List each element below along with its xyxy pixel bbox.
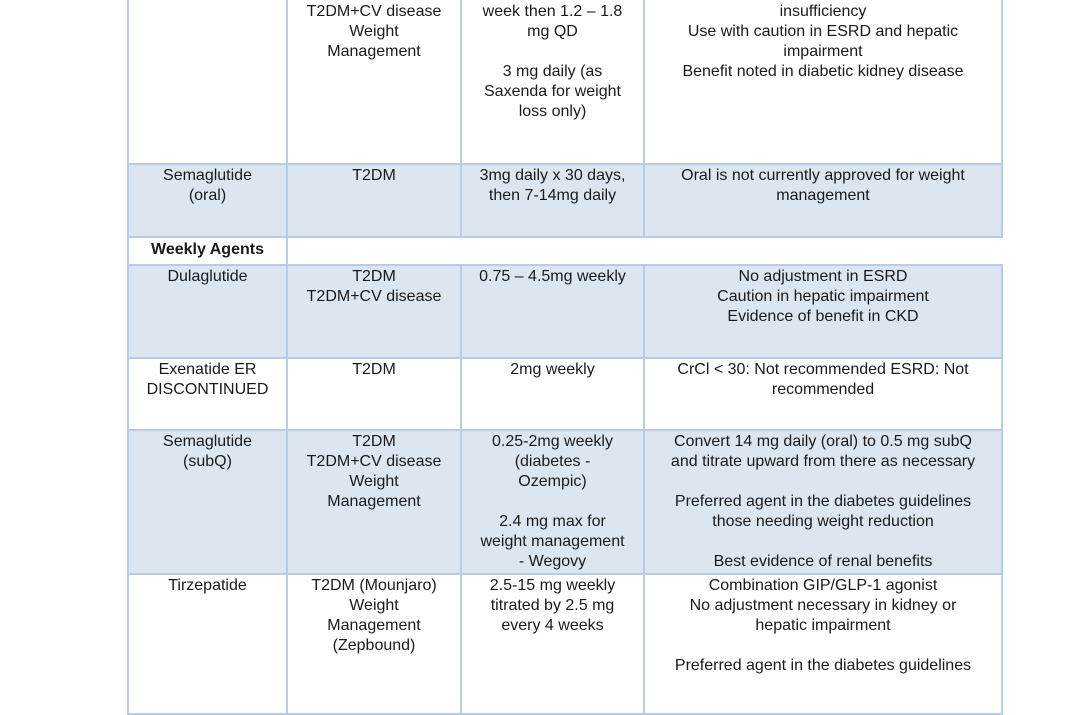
dosing-text-line: Ozempic) [518, 473, 587, 490]
agent-text-line [133, 0, 282, 2]
indication-text-line: T2DM [352, 361, 396, 378]
blank-line [649, 636, 997, 656]
agent-text-line: Dulaglutide [167, 268, 248, 285]
cell-agent [128, 358, 287, 430]
indication-text-line: Management [327, 43, 421, 60]
comments-text-line: Benefit noted in diabetic kidney disease [682, 63, 964, 80]
cell-indication [287, 358, 461, 430]
cell-dosing [461, 164, 644, 237]
agent-text-line: Semaglutide [163, 433, 252, 450]
agent-text-line: Tirzepatide [168, 577, 247, 594]
indication-text-line: (Zepbound) [332, 637, 416, 654]
comments-text-line: management [776, 187, 870, 204]
blank-line [466, 492, 639, 512]
indication-text-line: Management [327, 493, 421, 510]
comments-text-line: No adjustment necessary in kidney or [689, 597, 957, 614]
comments-text-line: Caution in hepatic impairment [717, 288, 929, 305]
dosing-text-line: 2mg weekly [510, 361, 595, 378]
indication-text-line: Management [327, 617, 421, 634]
dosing-text-line: 2.5-15 mg weekly [489, 577, 616, 594]
dosing-text-line: 2.4 mg max for [499, 513, 606, 530]
comments-text-line: Best evidence of renal benefits [713, 553, 933, 570]
comments-text-line: Combination GIP/GLP-1 agonist [708, 577, 938, 594]
comments-text-line: Convert 14 mg daily (oral) to 0.5 mg subQ [674, 433, 972, 450]
indication-text-line: T2DM+CV disease [306, 288, 442, 305]
dosing-text-line: weight management [480, 533, 625, 550]
table-row [128, 574, 1002, 714]
cell-indication [287, 430, 461, 574]
dosing-text-line: 0.25-2mg weekly [492, 433, 613, 450]
comments-text-line: Evidence of benefit in CKD [727, 308, 919, 325]
cell-agent [128, 265, 287, 358]
cell-indication [287, 0, 461, 164]
dosing-text-line: - Wegovy [518, 553, 587, 570]
comments-text-line: No adjustment in ESRD [738, 268, 908, 285]
table-row [128, 358, 1002, 430]
dosing-text-line: mg QD [527, 23, 578, 40]
cell-comments [644, 164, 1002, 237]
cell-comments [644, 430, 1002, 574]
dosing-text-line: every 4 weeks [501, 617, 604, 634]
cell-dosing [461, 358, 644, 430]
comments-text-line: Oral is not currently approved for weight [681, 167, 965, 184]
cell-indication [287, 164, 461, 237]
dosing-text-line: (diabetes - [514, 453, 591, 470]
dosing-text-line: then 7-14mg daily [488, 187, 617, 204]
indication-text-line: T2DM [352, 268, 396, 285]
dosing-text-line: Saxenda for weight [484, 83, 621, 100]
indication-text-line: T2DM+CV disease [306, 3, 442, 20]
comments-text-line: Use with caution in ESRD and hepatic [687, 23, 959, 40]
cell-comments [644, 358, 1002, 430]
indication-text-line: Weight [349, 23, 399, 40]
comments-text-line: those needing weight reduction [712, 513, 934, 530]
comments-text-line: Preferred agent in the diabetes guidelines [674, 657, 972, 674]
cell-comments [644, 574, 1002, 714]
cell-dosing [461, 265, 644, 358]
cell-comments [644, 0, 1002, 164]
comments-text-line: recommended [771, 381, 875, 398]
agent-text-line: (subQ) [183, 453, 232, 470]
comments-text-line: hepatic impairment [755, 617, 891, 634]
cell-indication [287, 574, 461, 714]
dosing-text-line: 3 mg daily (as [502, 63, 603, 80]
section-blank-cell [287, 237, 1002, 265]
blank-line [466, 42, 639, 62]
dosing-text-line: titrated by 2.5 mg [490, 597, 615, 614]
dosing-text-line: week then 1.2 – 1.8 [482, 3, 623, 20]
table-row [128, 265, 1002, 358]
indication-text-line: T2DM [352, 433, 396, 450]
indication-text-line: Weight [349, 473, 399, 490]
indication-text-line: Weight [349, 597, 399, 614]
cell-agent [128, 574, 287, 714]
dosing-text-line: 3mg daily x 30 days, [479, 167, 626, 184]
agent-text-line: Exenatide ER [158, 361, 257, 378]
cell-dosing [461, 430, 644, 574]
blank-line [649, 532, 997, 552]
cell-comments [644, 265, 1002, 358]
table-row [128, 0, 1002, 164]
comments-text-line: Preferred agent in the diabetes guidelines [674, 493, 972, 510]
comments-text-line: insufficiency [779, 3, 867, 20]
dosing-text-line: loss only) [518, 103, 587, 120]
cell-dosing [461, 0, 644, 164]
glp1-agents-table [127, 0, 1003, 715]
comments-text-line: CrCl < 30: Not recommended ESRD: Not [677, 361, 969, 378]
agent-text-line: DISCONTINUED [146, 381, 269, 398]
section-header-row [128, 237, 1002, 265]
table-row [128, 430, 1002, 574]
cell-indication [287, 265, 461, 358]
blank-line [649, 472, 997, 492]
comments-text-line: impairment [783, 43, 863, 60]
indication-text-line: T2DM+CV disease [306, 453, 442, 470]
agent-text-line: Semaglutide [163, 167, 252, 184]
cell-agent [128, 0, 287, 164]
agent-text-line: (oral) [188, 187, 227, 204]
cell-dosing [461, 574, 644, 714]
indication-text-line: T2DM [352, 167, 396, 184]
cell-agent [128, 430, 287, 574]
table-row [128, 164, 1002, 237]
comments-text-line: and titrate upward from there as necessary [670, 453, 976, 470]
indication-text-line: T2DM (Mounjaro) [311, 577, 437, 594]
section-label: Weekly Agents [128, 237, 287, 265]
table-body [128, 0, 1002, 714]
cell-agent [128, 164, 287, 237]
dosing-text-line: 0.75 – 4.5mg weekly [479, 268, 626, 285]
